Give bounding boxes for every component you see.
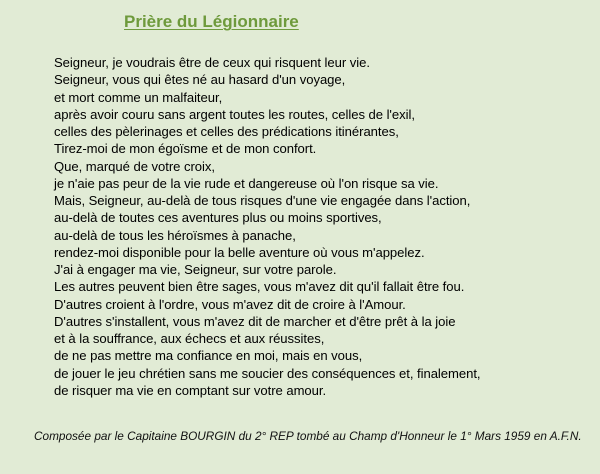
poem-line: au-delà de toutes ces aventures plus ou moins sportives, — [54, 210, 382, 226]
poem-line: Tirez-moi de mon égoïsme et de mon confort. — [54, 141, 317, 157]
poem-line: Que, marqué de votre croix, — [54, 158, 215, 174]
document-caption: Composée par le Capitaine BOURGIN du 2° REP tombé au Champ d'Honneur le 1° Mars 1959 en A.F.N. — [34, 429, 582, 443]
poem-line: D'autres s'installent, vous m'avez dit de marcher et d'être prêt à la joie — [54, 313, 456, 329]
poem-line: de ne pas mettre ma confiance en moi, mais en vous, — [54, 348, 363, 364]
poem-line: de risquer ma vie en comptant sur votre amour. — [54, 382, 327, 398]
poem-line: de jouer le jeu chrétien sans me soucier des conséquences et, finalement, — [54, 365, 481, 381]
poem-line: J'ai à engager ma vie, Seigneur, sur votre parole. — [54, 262, 337, 277]
poem-line: Les autres peuvent bien être sages, vous m'avez dit qu'il fallait être fou. — [54, 279, 465, 295]
poem-line: après avoir couru sans argent toutes les routes, celles de l'exil, — [54, 106, 415, 122]
poem-line: et mort comme un malfaiteur, — [54, 89, 223, 105]
poem-line: celles des pèlerinages et celles des prédications itinérantes, — [54, 124, 399, 139]
poem-line: et à la souffrance, aux échecs et aux réussites, — [54, 331, 325, 346]
poem-body — [54, 54, 594, 399]
poem-line: Mais, Seigneur, au-delà de tous risques d'une vie engagée dans l'action, — [54, 193, 471, 208]
poem-line: au-delà de tous les héroïsmes à panache, — [54, 227, 296, 243]
poem-line: D'autres croient à l'ordre, vous m'avez dit de croire à l'Amour. — [54, 296, 406, 312]
document-title: Prière du Légionnaire — [124, 12, 299, 31]
poem-line: Seigneur, vous qui êtes né au hasard d'un voyage, — [54, 72, 346, 88]
poem-line: je n'aie pas peur de la vie rude et dangereuse où l'on risque sa vie. — [54, 175, 439, 191]
poem-line: Seigneur, je voudrais être de ceux qui risquent leur vie. — [54, 55, 370, 70]
poem-line: rendez-moi disponible pour la belle aventure où vous m'appelez. — [54, 244, 425, 260]
